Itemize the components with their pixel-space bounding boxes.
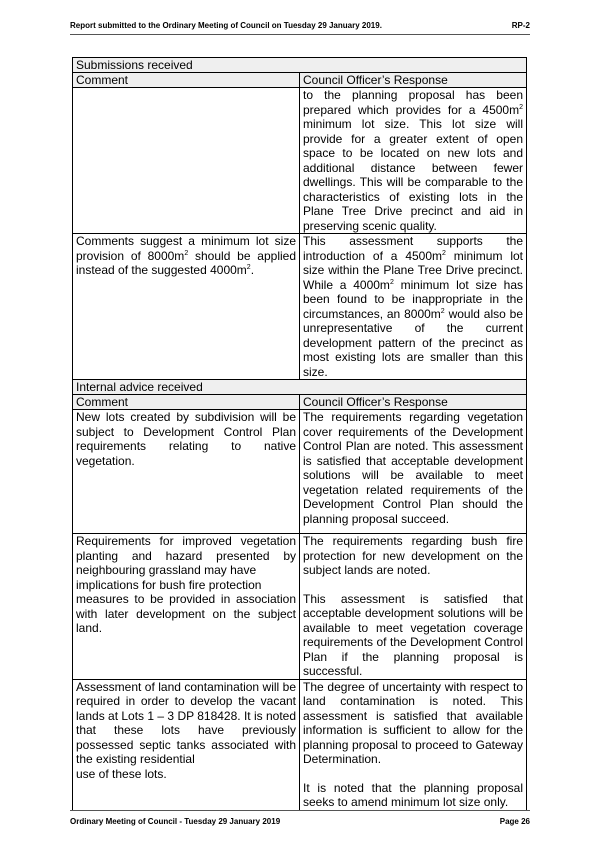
table-row [73, 679, 527, 810]
internal-comment-cell: Requirements for improved vegetation planting and hazard presented by neighbouring grassland may have implications for bush fire protection measures to be provided in association with later development on the subject land. [73, 534, 300, 680]
footer-meeting: Ordinary Meeting of Council - Tuesday 29 January 2019 [70, 817, 281, 826]
header-report-title: Report submitted to the Ordinary Meeting of Council on Tuesday 29 January 2019. [70, 21, 382, 30]
internal-caption: Internal advice received [73, 380, 527, 395]
internal-response-cell: The degree of uncertainty with respect to land contamination is noted. This assessment is satisfied that available information is sufficient to allow for the planning proposal to proceed to Gateway Determination. It is noted that the planning proposal seeks to amend minimum lot size only. [300, 679, 527, 810]
internal-response-header: Council Officer’s Response [300, 395, 527, 410]
submission-comment-cell: Comments suggest a minimum lot size provision of $8000m^2$ should be applied instead of the suggested $4000m^2$. [73, 234, 300, 380]
internal-comment-cell: Assessment of land contamination will be required in order to develop the vacant lands at Lots 1 – 3 DP 818428. It is noted that these lots have previously possessed septic tanks associated with the existing residential use of these lots. [73, 679, 300, 810]
header-rule [70, 34, 530, 35]
page-header [70, 21, 530, 30]
table-row [73, 534, 527, 680]
internal-comment-header: Comment [73, 395, 300, 410]
internal-comment-cell: New lots created by subdivision will be subject to Development Control Plan requirements relating to native vegetation. [73, 410, 300, 534]
submissions-caption: Submissions received [73, 58, 527, 73]
submission-response-cell: to the planning proposal has been prepared which provides for a $4500m^2$ minimum lot size. This lot size will provide for a greater extent of open space to be located on new lots and additional distance between fewer dwellings. This will be comparable to the characteristics of existing lots in the Plane Tree Drive precinct and aid in preserving scenic quality. [300, 88, 527, 234]
internal-advice-table [72, 379, 527, 811]
internal-response-cell: The requirements regarding vegetation cover requirements of the Development Control Plan are noted. This assessment is satisfied that acceptable development solutions will be available to meet vegetation related requirements of the Development Control Plan should the planning proposal succeed. [300, 410, 527, 534]
page-number: Page 26 [499, 817, 530, 826]
internal-response-cell: The requirements regarding bush fire protection for new development on the subject lands are noted. This assessment is satisfied that acceptable development solutions will be available to meet vegetation coverage requirements of the Development Control Plan if the planning proposal is successful. [300, 534, 527, 680]
table-row [73, 88, 527, 234]
submission-comment-cell [73, 88, 300, 234]
submissions-comment-header: Comment [73, 73, 300, 88]
footer-rule [70, 810, 530, 811]
submissions-response-header: Council Officer’s Response [300, 73, 527, 88]
table-row [73, 234, 527, 380]
page-footer [70, 817, 530, 826]
header-report-code: RP-2 [511, 21, 530, 30]
table-row [73, 410, 527, 534]
submissions-table [72, 57, 527, 380]
submission-response-cell: This assessment supports the introduction of a $4500m^2$ minimum lot size within the Plane Tree Drive precinct. While a $4000m^2$ minimum lot size has been found to be inappropriate in the circumstances, an $8000m^2$ would also be unrepresentative of the current development pattern of the precinct as most existing lots are smaller than this size. [300, 234, 527, 380]
